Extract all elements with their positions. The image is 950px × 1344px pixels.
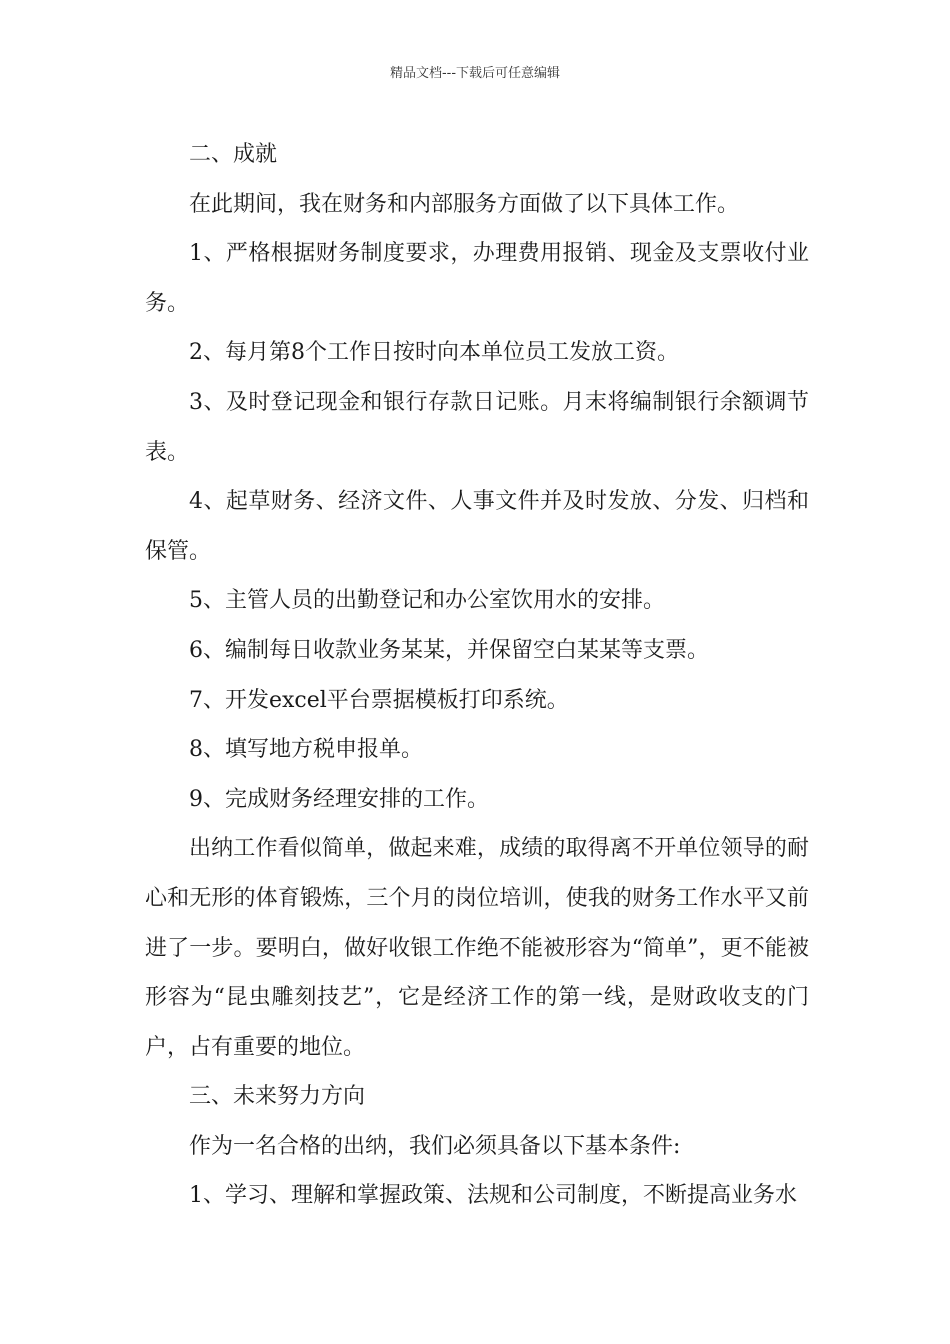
list-item-3: 3、及时登记现金和银行存款日记账。月末将编制银行余额调节表。 xyxy=(145,389,809,465)
paragraph-summary: 出纳工作看似简单，做起来难，成绩的取得离不开单位领导的耐心和无形的体育锻炼，三个月的岗位培训，使我的财务工作水平又前进了一步。要明白，做好收银工作绝不能被形容为“简单”，更不能被形容为“昆虫雕刻技艺”，它是经济工作的第一线，是财政收支的门户，占有重要的地位。 xyxy=(145,836,809,1060)
list-item-4: 4、起草财务、经济文件、人事文件并及时发放、分发、归档和保管。 xyxy=(145,489,809,564)
list-item-9: 9、完成财务经理安排的工作。 xyxy=(189,786,489,812)
paragraph-intro: 在此期间，我在财务和内部服务方面做了以下具体工作。 xyxy=(189,191,740,217)
list-item-5: 5、主管人员的出勤登记和办公室饮用水的安排。 xyxy=(189,588,665,614)
paragraph-requirements: 作为一名合格的出纳，我们必须具备以下基本条件: xyxy=(189,1133,681,1159)
section-heading-achievements: 二、成就 xyxy=(189,142,278,167)
list-item-8: 8、填写地方税申报单。 xyxy=(189,737,423,763)
requirement-item-1: 1、学习、理解和掌握政策、法规和公司制度，不断提高业务水 xyxy=(189,1183,797,1209)
list-item-2: 2、每月第8个工作日按时向本单位员工发放工资。 xyxy=(189,340,679,366)
list-item-1: 1、严格根据财务制度要求，办理费用报销、现金及支票收付业务。 xyxy=(145,241,809,316)
section-heading-future: 三、未来努力方向 xyxy=(189,1084,366,1110)
page-header: 精品文档---下载后可任意编辑 xyxy=(389,66,561,81)
document-body xyxy=(145,130,809,1221)
list-item-7: 7、开发excel平台票据模板打印系统。 xyxy=(189,687,569,713)
list-item-6: 6、编制每日收款业务某某，并保留空白某某等支票。 xyxy=(189,637,709,663)
